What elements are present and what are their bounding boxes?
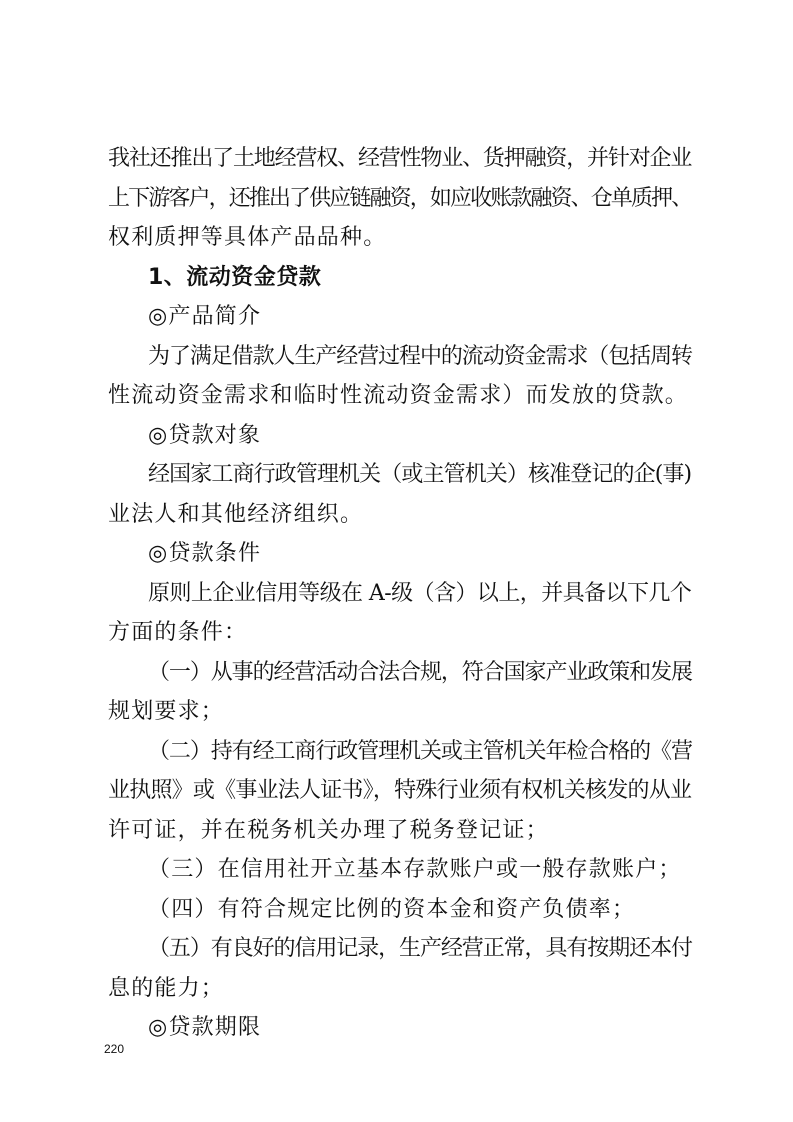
paragraph-line: 上下游客户，还推出了供应链融资，如应收账款融资、仓单质押、 — [108, 186, 692, 211]
page-number: 220 — [104, 1042, 125, 1056]
section-heading: 1、流动资金贷款 — [148, 265, 322, 290]
subsection-label: ◎贷款期限 — [148, 1015, 262, 1040]
paragraph-line: 方面的条件： — [108, 620, 248, 645]
paragraph-line: 原则上企业信用等级在 A-级（含）以上，并具备以下几个 — [148, 581, 692, 606]
paragraph-line: 权利质押等具体产品品种。 — [108, 225, 387, 250]
paragraph-line: 性流动资金需求和临时性流动资金需求）而发放的贷款。 — [108, 383, 689, 408]
paragraph-line: 业法人和其他经济组织。 — [108, 502, 364, 527]
paragraph-line: 我社还推出了土地经营权、经营性物业、货押融资，并针对企业 — [108, 146, 692, 171]
condition-line: （五）有良好的信用记录，生产经营正常，具有按期还本付 — [148, 936, 692, 961]
condition-line: （三）在信用社开立基本存款账户或一般存款账户； — [148, 857, 682, 882]
condition-line: 许可证，并在税务机关办理了税务登记证； — [108, 818, 549, 843]
paragraph-line: 经国家工商行政管理机关（或主管机关）核准登记的企(事) — [148, 462, 692, 487]
subsection-label: ◎贷款对象 — [148, 423, 262, 448]
condition-line: 规划要求； — [108, 699, 225, 724]
condition-line: 息的能力； — [108, 976, 225, 1001]
condition-line: 业执照》或《事业法人证书》，特殊行业须有权机关核发的从业 — [108, 778, 692, 803]
paragraph-line: 为了满足借款人生产经营过程中的流动资金需求（包括周转 — [148, 344, 692, 369]
condition-line: （一）从事的经营活动合法合规，符合国家产业政策和发展 — [148, 660, 692, 685]
condition-line: （二）持有经工商行政管理机关或主管机关年检合格的《营 — [148, 739, 692, 764]
condition-line: （四）有符合规定比例的资本金和资产负债率； — [148, 897, 636, 922]
subsection-label: ◎产品简介 — [148, 304, 262, 329]
subsection-label: ◎贷款条件 — [148, 541, 262, 566]
